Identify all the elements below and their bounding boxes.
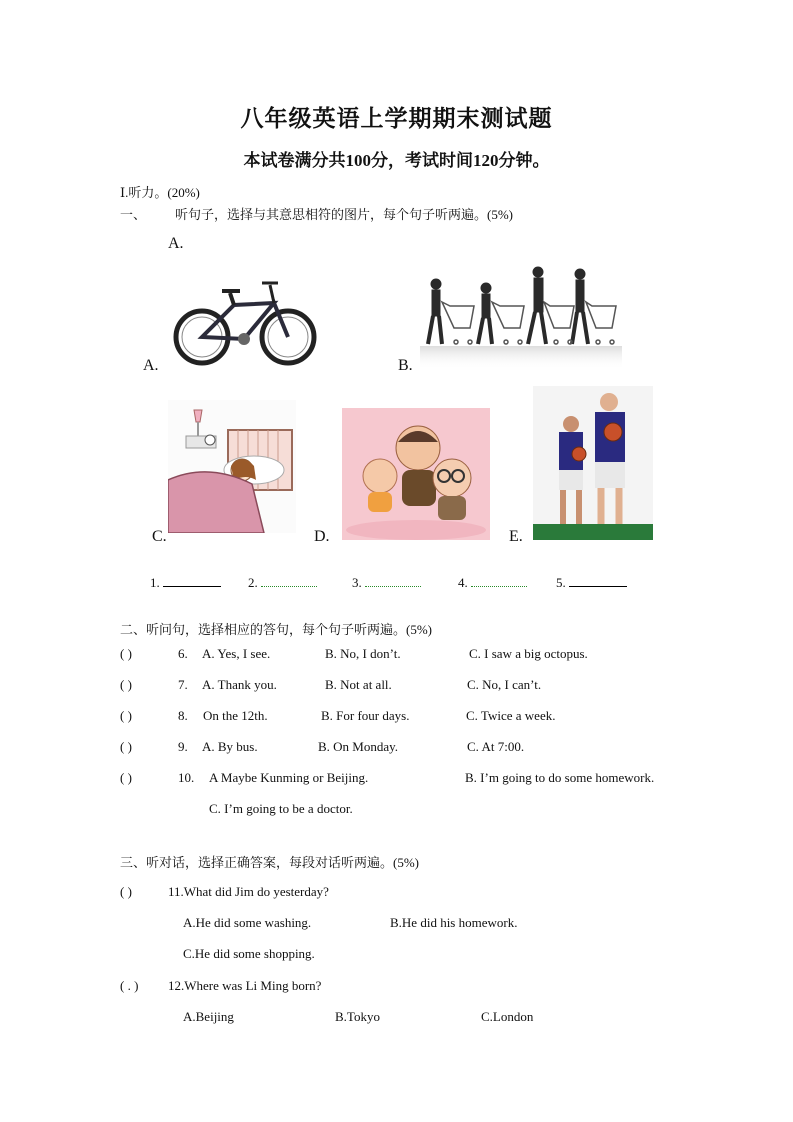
option-b: B. No, I don’t.: [325, 646, 401, 661]
picture-b: [420, 266, 622, 370]
answer-blank-2[interactable]: [261, 574, 317, 587]
option-c: C. I’m going to be a doctor.: [209, 801, 353, 816]
option-c: C. At 7:00.: [467, 739, 525, 754]
answer-paren[interactable]: ( ): [120, 770, 132, 785]
part2-instruction: 二、听问句，选择相应的答句，每个句子听两遍。(5%): [120, 622, 432, 637]
option-b: B. I’m going to do some homework.: [465, 770, 655, 785]
answer-4: 4.: [458, 574, 527, 591]
answer-paren[interactable]: ( . ): [120, 978, 139, 993]
question-12: 12.Where was Li Ming born?: [168, 978, 322, 993]
option-a: On the 12th.: [203, 708, 268, 723]
answer-paren[interactable]: ( ): [120, 646, 132, 661]
question-number: 8.: [178, 708, 188, 723]
picture-a: [162, 275, 320, 370]
option-b: B. Not at all.: [325, 677, 392, 692]
answer-paren[interactable]: ( ): [120, 677, 132, 692]
picture-c: [168, 400, 296, 533]
answer-blank-5[interactable]: [569, 574, 627, 587]
answer-paren[interactable]: ( ): [120, 884, 132, 899]
option-c: C. No, I can’t.: [467, 677, 542, 692]
picture-label-a: A.: [143, 357, 159, 374]
question-number: 7.: [178, 677, 188, 692]
picture-label-b: B.: [398, 357, 413, 374]
bicycle-icon: [162, 275, 320, 370]
option-a: A. Yes, I see.: [202, 646, 271, 661]
option-a: A. Thank you.: [202, 677, 277, 692]
picture-label-d: D.: [314, 528, 330, 545]
top-label: A.: [168, 235, 184, 252]
option-b: B.He did his homework.: [390, 915, 518, 930]
picture-e: [533, 386, 653, 540]
picture-d: [342, 408, 490, 540]
option-a: A.He did some washing.: [183, 915, 312, 930]
option-b: B.Tokyo: [335, 1009, 380, 1024]
answer-paren[interactable]: ( ): [120, 708, 132, 723]
option-c: C.London: [481, 1009, 534, 1024]
part3-instruction: 三、听对话，选择正确答案，每段对话听两遍。(5%): [120, 855, 419, 870]
answer-5: 5.: [556, 574, 627, 591]
answer-1: 1.: [150, 574, 221, 591]
question-number: 6.: [178, 646, 188, 661]
answer-paren[interactable]: ( ): [120, 739, 132, 754]
option-c: C.He did some shopping.: [183, 946, 315, 961]
page-subtitle: 本试卷满分共100分，考试时间120分钟。: [243, 151, 550, 170]
question-number: 10.: [178, 770, 195, 785]
part1-number: 一、: [120, 207, 147, 222]
option-c: C. Twice a week.: [466, 708, 556, 723]
option-c: C. I saw a big octopus.: [469, 646, 588, 661]
option-b: B. For four days.: [321, 708, 410, 723]
option-a: A. By bus.: [202, 739, 258, 754]
shopping-carts-icon: [420, 266, 622, 370]
basketball-players-icon: [533, 386, 653, 540]
page-title: 八年级英语上学期期末测试题: [240, 106, 553, 131]
question-11: 11.What did Jim do yesterday?: [168, 884, 329, 899]
option-a: A.Beijing: [183, 1009, 234, 1024]
answer-blank-3[interactable]: [365, 574, 421, 587]
part1-instruction: 听句子，选择与其意思相符的图片，每个句子听两遍。(5%): [175, 207, 513, 222]
picture-label-c: C.: [152, 528, 167, 545]
girl-sleeping-icon: [168, 400, 296, 533]
answer-blank-4[interactable]: [471, 574, 527, 587]
answer-2: 2.: [248, 574, 317, 591]
answer-blank-1[interactable]: [163, 574, 221, 587]
family-dolls-icon: [342, 408, 490, 540]
section-heading: Ⅰ.听力。(20%): [120, 185, 200, 200]
answer-3: 3.: [352, 574, 421, 591]
option-a: A Maybe Kunming or Beijing.: [209, 770, 369, 785]
option-b: B. On Monday.: [318, 739, 399, 754]
picture-label-e: E.: [509, 528, 523, 545]
question-number: 9.: [178, 739, 188, 754]
